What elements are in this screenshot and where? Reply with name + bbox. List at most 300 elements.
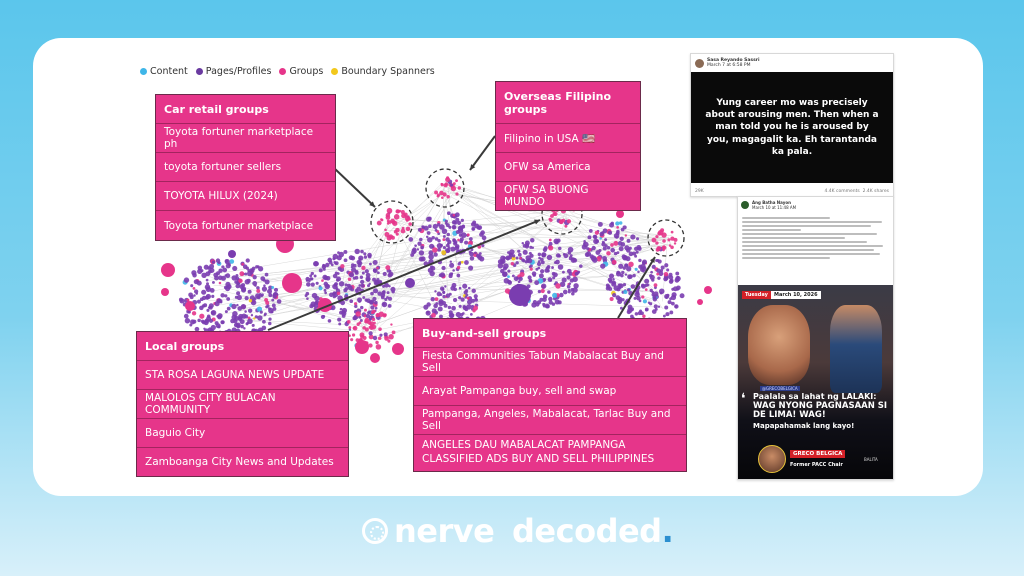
quote-block xyxy=(743,393,889,430)
network-node xyxy=(246,322,249,325)
network-node xyxy=(343,250,347,254)
network-node xyxy=(336,278,339,281)
network-node xyxy=(629,247,632,250)
network-node xyxy=(458,226,463,231)
network-node xyxy=(255,265,258,268)
network-node xyxy=(333,295,336,298)
network-node xyxy=(446,176,449,179)
network-node xyxy=(193,287,196,290)
network-node xyxy=(500,269,504,273)
network-node xyxy=(205,271,210,276)
network-node xyxy=(220,293,224,297)
network-node xyxy=(373,260,378,265)
network-node xyxy=(438,306,443,311)
network-node xyxy=(585,252,590,257)
box-item: Arayat Pampanga buy, sell and swap xyxy=(414,376,686,405)
network-node xyxy=(414,244,417,247)
network-node xyxy=(566,275,570,279)
network-node xyxy=(547,255,552,260)
network-node xyxy=(550,214,554,218)
network-node xyxy=(602,256,607,261)
network-node xyxy=(449,274,453,278)
network-node xyxy=(442,301,446,305)
network-node xyxy=(252,324,255,327)
network-node xyxy=(326,284,329,287)
network-node xyxy=(662,249,664,251)
network-node xyxy=(428,217,432,221)
network-node xyxy=(323,268,326,271)
network-node xyxy=(262,326,267,331)
network-node xyxy=(388,272,393,277)
network-node xyxy=(309,304,313,308)
network-node xyxy=(362,296,365,299)
network-node xyxy=(670,236,674,240)
network-node xyxy=(264,298,268,302)
network-node xyxy=(657,231,661,235)
network-node xyxy=(224,294,227,297)
network-node xyxy=(432,308,437,313)
network-node xyxy=(246,258,250,262)
network-node xyxy=(258,266,263,271)
network-node xyxy=(627,288,630,291)
box-title: Buy-and-sell groups xyxy=(422,327,547,340)
network-node xyxy=(313,261,318,266)
network-node xyxy=(383,272,387,276)
network-node xyxy=(225,259,229,263)
network-node xyxy=(408,218,411,221)
network-node xyxy=(381,291,385,295)
network-node xyxy=(447,233,451,237)
network-node xyxy=(474,251,477,254)
quote-icon: ❛ xyxy=(741,391,746,407)
network-node xyxy=(419,256,424,261)
network-node xyxy=(333,291,337,295)
network-node xyxy=(521,258,524,261)
network-node xyxy=(314,275,317,278)
handle-label: @GRECOBELGICA xyxy=(762,386,798,391)
network-node xyxy=(388,334,393,339)
network-node xyxy=(568,289,570,291)
network-node xyxy=(554,261,557,264)
legend-pages: Pages/Profiles xyxy=(196,66,272,77)
network-node xyxy=(344,258,348,262)
network-node xyxy=(508,255,512,259)
network-node xyxy=(655,235,658,238)
network-node xyxy=(252,281,257,286)
network-node xyxy=(675,272,679,276)
network-node xyxy=(530,238,534,242)
network-node xyxy=(311,283,315,287)
network-node xyxy=(372,278,376,282)
network-node xyxy=(358,321,361,324)
network-node xyxy=(204,320,209,325)
network-node xyxy=(645,308,648,311)
network-node xyxy=(306,292,310,296)
network-node xyxy=(507,275,510,278)
person-photo xyxy=(830,305,882,393)
network-node xyxy=(241,314,246,319)
network-node xyxy=(370,305,374,309)
box-item: toyota fortuner sellers xyxy=(156,152,335,181)
network-node xyxy=(387,222,390,225)
network-node xyxy=(231,304,236,309)
network-node xyxy=(211,325,216,330)
network-node xyxy=(432,247,437,252)
network-node xyxy=(370,353,380,363)
network-node xyxy=(601,231,604,234)
network-node xyxy=(388,304,392,308)
network-node xyxy=(260,276,265,281)
network-node xyxy=(455,218,459,222)
post-body-text-lines xyxy=(738,213,893,263)
network-node xyxy=(228,250,236,258)
network-node xyxy=(671,231,674,234)
overseas-filipino-groups-box xyxy=(495,81,641,211)
network-node xyxy=(471,305,474,308)
network-node xyxy=(419,250,424,255)
network-node xyxy=(451,186,456,191)
network-node xyxy=(651,278,654,281)
network-node xyxy=(362,326,366,330)
network-node xyxy=(562,271,565,274)
network-node xyxy=(446,249,450,253)
network-node xyxy=(349,299,353,303)
network-node xyxy=(530,267,533,270)
reaction-count: 29K xyxy=(695,189,704,194)
network-node xyxy=(419,238,423,242)
network-node xyxy=(218,275,223,280)
network-node xyxy=(523,244,527,248)
network-node xyxy=(529,254,533,258)
network-node xyxy=(354,305,357,308)
network-node xyxy=(271,299,274,302)
network-node xyxy=(534,280,539,285)
network-node xyxy=(355,340,369,354)
network-node xyxy=(471,227,475,231)
legend-content: Content xyxy=(140,66,188,77)
network-node xyxy=(558,247,562,251)
network-node xyxy=(637,271,640,274)
network-node xyxy=(572,287,577,292)
network-node xyxy=(268,322,272,326)
network-node xyxy=(645,288,648,291)
car-retail-groups-box xyxy=(155,94,336,241)
network-node xyxy=(627,239,631,243)
network-node xyxy=(449,263,454,268)
network-node xyxy=(630,234,635,239)
network-node xyxy=(211,310,217,316)
network-node xyxy=(373,288,378,293)
network-node xyxy=(348,277,352,281)
network-node xyxy=(259,293,262,296)
network-node xyxy=(387,208,393,214)
network-node xyxy=(382,285,385,288)
box-item: TOYOTA HILUX (2024) xyxy=(156,181,335,210)
network-node xyxy=(671,302,675,306)
network-node xyxy=(472,309,475,312)
network-node xyxy=(360,306,363,309)
network-node xyxy=(461,219,464,222)
network-node xyxy=(654,304,658,308)
network-node xyxy=(652,238,657,243)
network-node xyxy=(363,252,366,255)
network-node xyxy=(623,290,627,294)
network-node xyxy=(636,291,639,294)
network-node xyxy=(538,290,541,293)
network-node xyxy=(616,230,620,234)
network-node xyxy=(558,300,562,304)
network-node xyxy=(571,257,574,260)
date-badge: March 10, 2026 xyxy=(771,291,821,299)
network-node xyxy=(626,266,631,271)
network-node xyxy=(233,319,237,323)
network-node xyxy=(445,220,448,223)
network-node xyxy=(543,304,546,307)
network-node xyxy=(641,295,644,298)
network-node xyxy=(604,238,607,241)
network-node xyxy=(616,226,619,229)
network-node xyxy=(622,254,626,258)
network-node xyxy=(618,241,623,246)
network-node xyxy=(264,314,266,316)
network-node xyxy=(376,267,379,270)
post-image xyxy=(738,285,893,479)
network-node xyxy=(437,243,443,249)
network-node xyxy=(236,291,240,295)
network-node xyxy=(356,287,361,292)
network-node xyxy=(470,256,475,261)
network-node xyxy=(206,279,209,282)
network-node xyxy=(539,273,544,278)
box-item: Pampanga, Angeles, Mabalacat, Tarlac Buy and Sell xyxy=(414,405,686,434)
network-node xyxy=(646,283,649,286)
network-node xyxy=(370,292,374,296)
network-node xyxy=(257,315,262,320)
network-node xyxy=(598,222,603,227)
network-node xyxy=(468,287,471,290)
network-node xyxy=(435,302,438,305)
network-node xyxy=(664,263,668,267)
network-node xyxy=(472,289,476,293)
network-node xyxy=(361,266,365,270)
network-node xyxy=(529,279,533,283)
network-node xyxy=(248,309,252,313)
network-node xyxy=(462,312,465,315)
network-node xyxy=(209,264,214,269)
network-node xyxy=(610,297,614,301)
network-node xyxy=(593,239,599,245)
network-node xyxy=(552,302,556,306)
network-node xyxy=(612,293,616,297)
network-node xyxy=(387,220,390,223)
network-node xyxy=(518,253,522,257)
network-node xyxy=(587,235,591,239)
network-node xyxy=(306,297,309,300)
network-node xyxy=(600,263,605,268)
network-node xyxy=(542,297,547,302)
network-node xyxy=(392,330,396,334)
network-node xyxy=(624,245,629,250)
network-node xyxy=(664,276,668,280)
network-node xyxy=(671,295,676,300)
network-node xyxy=(201,320,204,323)
post-meta: March 10 at 11:48 AM xyxy=(752,205,797,210)
network-node xyxy=(441,250,446,255)
person-role: Former PACC Chair xyxy=(790,462,843,468)
network-node xyxy=(211,295,214,298)
person-avatar xyxy=(758,445,786,473)
network-node xyxy=(606,285,610,289)
network-node xyxy=(417,248,419,250)
network-node xyxy=(360,280,364,284)
network-node xyxy=(548,297,552,301)
post-meta: March 7 at 6:58 PM xyxy=(707,63,751,68)
network-node xyxy=(388,285,390,287)
network-node xyxy=(519,272,524,277)
network-node xyxy=(349,329,351,331)
network-node xyxy=(268,317,271,320)
network-node xyxy=(613,241,618,246)
network-node xyxy=(426,310,431,315)
network-node xyxy=(437,195,440,198)
network-node xyxy=(507,280,511,284)
network-node xyxy=(387,291,390,294)
network-node xyxy=(455,179,458,182)
network-node xyxy=(559,293,564,298)
network-node xyxy=(360,319,363,322)
network-node xyxy=(218,262,221,265)
network-node xyxy=(340,308,343,311)
network-node xyxy=(213,273,218,278)
network-node xyxy=(338,252,344,258)
network-node xyxy=(669,311,673,315)
network-node xyxy=(313,303,318,308)
network-node xyxy=(541,253,545,257)
box-item: Toyota fortuner marketplace xyxy=(156,210,335,240)
network-node xyxy=(306,282,311,287)
network-node xyxy=(608,231,612,235)
network-node xyxy=(221,265,224,268)
network-node xyxy=(662,239,666,243)
network-node xyxy=(459,233,462,236)
network-node xyxy=(355,276,359,280)
network-node xyxy=(656,273,659,276)
network-node xyxy=(192,311,196,315)
network-node xyxy=(190,284,193,287)
network-node xyxy=(431,297,435,301)
watermark: BALITA xyxy=(864,457,878,462)
network-node xyxy=(260,311,263,314)
network-node xyxy=(547,290,550,293)
network-node xyxy=(324,289,327,292)
network-node xyxy=(268,293,272,297)
network-node xyxy=(221,320,225,324)
network-node xyxy=(282,273,302,293)
network-node xyxy=(212,260,215,263)
network-node xyxy=(351,256,356,261)
network-node xyxy=(452,269,455,272)
network-node xyxy=(620,237,624,241)
network-node xyxy=(335,272,338,275)
network-node xyxy=(366,298,371,303)
network-node xyxy=(373,336,377,340)
network-node xyxy=(638,259,641,262)
network-node xyxy=(433,252,437,256)
network-node xyxy=(474,298,477,301)
post-header xyxy=(738,197,893,213)
network-node xyxy=(469,237,473,241)
facebook-post-2 xyxy=(737,196,894,480)
network-node xyxy=(657,276,660,279)
network-node xyxy=(455,212,460,217)
network-node xyxy=(324,276,328,280)
network-node xyxy=(382,313,386,317)
local-groups-box xyxy=(136,331,349,477)
network-node xyxy=(666,268,669,271)
network-node xyxy=(602,241,605,244)
network-node xyxy=(435,229,438,232)
network-node xyxy=(649,274,653,278)
network-node xyxy=(194,289,198,293)
network-node xyxy=(253,317,255,319)
network-node xyxy=(345,283,348,286)
network-node xyxy=(427,237,433,243)
network-node xyxy=(358,263,362,267)
network-node xyxy=(568,251,572,255)
network-node xyxy=(676,276,679,279)
network-node xyxy=(345,287,349,291)
post-header xyxy=(691,54,893,72)
network-node xyxy=(442,238,445,241)
network-node xyxy=(265,273,269,277)
network-node xyxy=(420,246,424,250)
network-node xyxy=(562,277,567,282)
network-node xyxy=(454,246,459,251)
callout-arrow xyxy=(334,168,375,207)
network-node xyxy=(404,213,408,217)
legend-boundary: Boundary Spanners xyxy=(331,66,434,77)
network-node xyxy=(240,325,244,329)
network-node xyxy=(314,296,319,301)
network-node xyxy=(225,286,230,291)
network-node xyxy=(375,341,378,344)
network-node xyxy=(625,273,627,275)
network-node xyxy=(384,232,389,237)
network-node xyxy=(582,244,587,249)
network-node xyxy=(668,300,672,304)
network-node xyxy=(517,250,520,253)
network-node xyxy=(203,303,207,307)
network-node xyxy=(459,287,462,290)
network-node xyxy=(674,305,677,308)
network-node xyxy=(236,304,238,306)
network-node xyxy=(240,319,245,324)
network-node xyxy=(640,311,644,315)
box-item: Filipino in USA 🇺🇸 xyxy=(496,123,640,152)
network-node xyxy=(360,276,363,279)
network-node xyxy=(353,316,357,320)
network-node xyxy=(308,280,311,283)
network-node xyxy=(231,315,236,320)
network-node xyxy=(446,195,449,198)
network-node xyxy=(549,239,552,242)
network-node xyxy=(316,282,319,285)
network-node xyxy=(533,274,536,277)
network-node xyxy=(477,255,482,260)
quote-line-2: WAG NYONG PAGNASAAN SI DE LIMA! WAG! xyxy=(753,400,888,421)
network-node xyxy=(442,291,445,294)
network-node xyxy=(347,320,351,324)
